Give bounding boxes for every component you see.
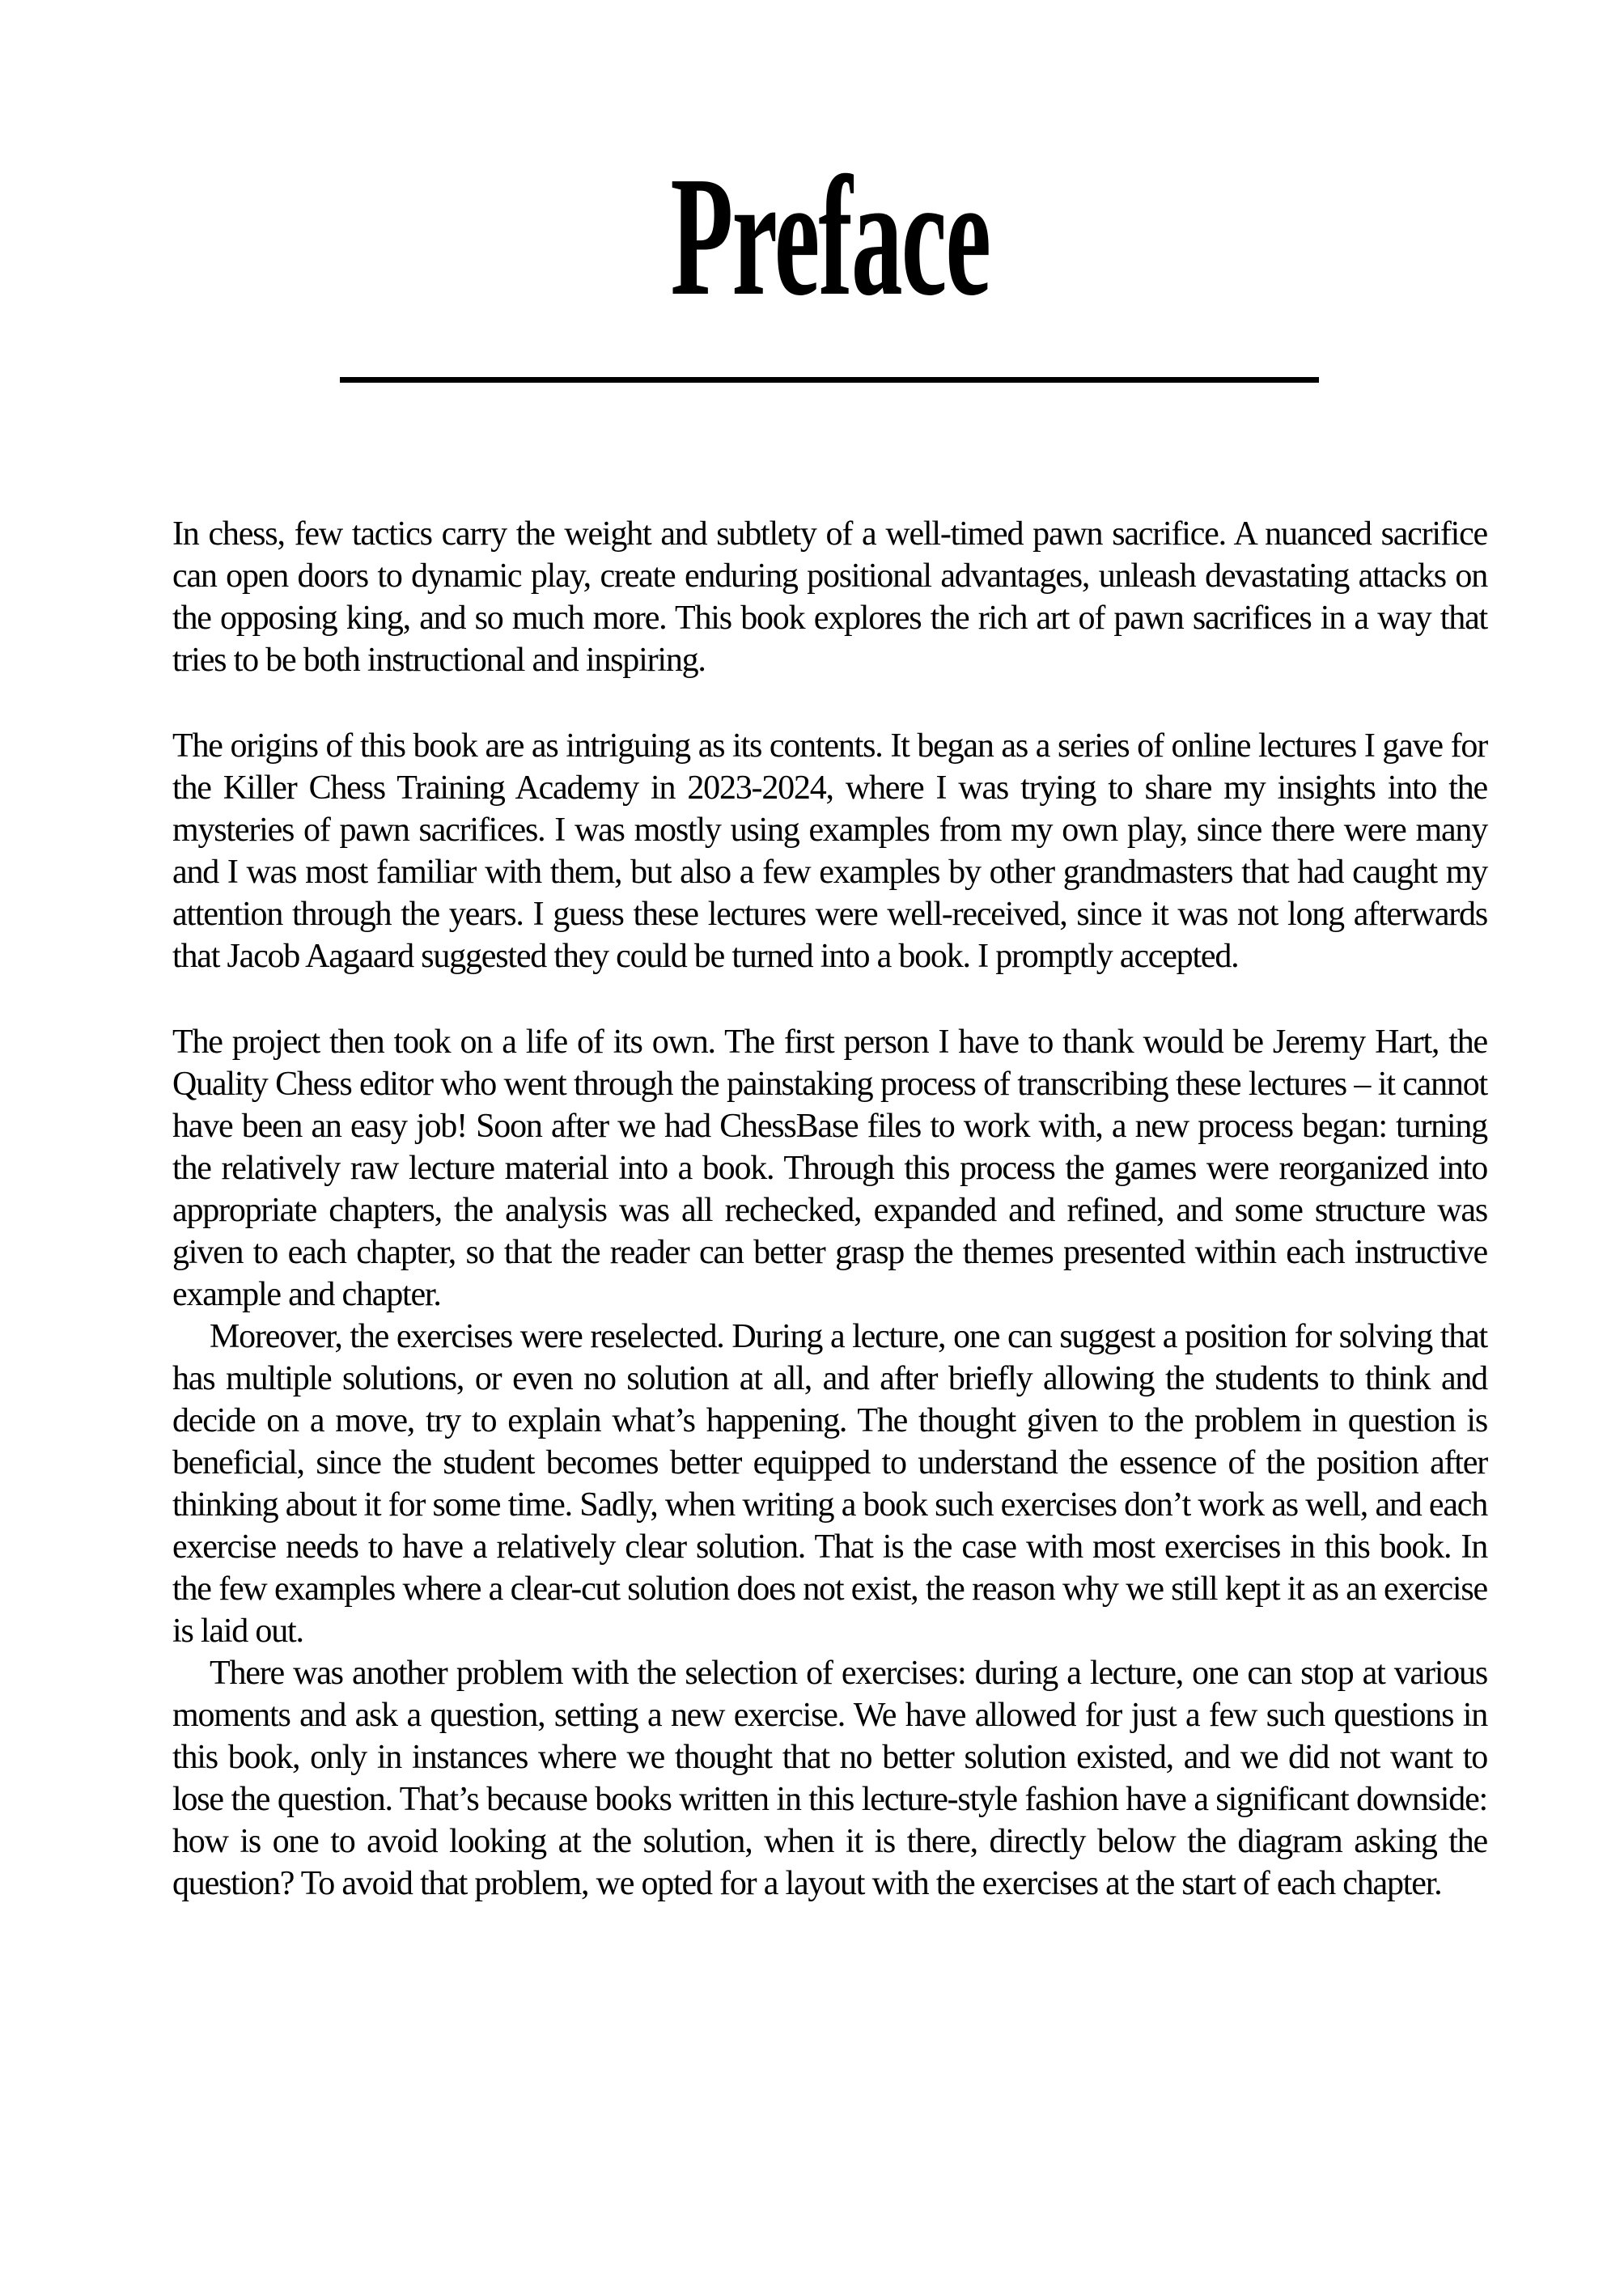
paragraph-intro: In chess, few tactics carry the weight and subtlety of a well-timed pawn sacrifice. A nuanced sacrifice can open doors to dynamic play, create enduring positional advantages, unleash devastating attacks on the opposing king, and so much more. This book explores the rich art of pawn sacrifices in a way that tries to be both instructional and inspiring. [172,515,1487,679]
title-block [172,141,1487,331]
paragraph-questions: There was another problem with the selection of exercises: during a lecture, one can stop at various moments and ask a question, setting a new exercise. We have allowed for just a few such questions in this book, only in instances where we thought that no better solution existed, and we did not want to lose the question. That’s because books written in this lecture-style fashion have a significant downside: how is one to avoid looking at the solution, when it is there, directly below the diagram asking the question? To avoid that problem, we opted for a layout with the exercises at the start of each chapter. [172,1655,1487,1902]
page-title: Preface [670,141,990,331]
body-text [172,513,1487,1905]
paragraph-exercises: Moreover, the exercises were reselected. During a lecture, one can suggest a position for solving that has multiple solutions, or even no solution at all, and after briefly allowing the students to think and decide on a move, try to explain what’s happening. The thought given to the problem in question is beneficial, since the student becomes better equipped to understand the essence of the position after thinking about it for some time. Sadly, when writing a book such exercises don’t work as well, and each exercise needs to have a relatively clear solution. That is the case with most exercises in this book. In the few examples where a clear-cut solution does not exist, the reason why we still kept it as an exercise is laid out. [172,1318,1487,1650]
title-divider [340,377,1319,383]
paragraph-origins: The origins of this book are as intriguing as its contents. It began as a series of online lectures I gave for the Killer Chess Training Academy in 2023-2024, where I was trying to share my insights into the mysteries of pawn sacrifices. I was mostly using examples from my own play, since there were many and I was most familiar with them, but also a few examples by other grandmasters that had caught my attention through the years. I guess these lectures were well-received, since it was not long afterwards that Jacob Aagaard suggested they could be turned into a book. I promptly accepted. [172,727,1487,975]
paragraph-project: The project then took on a life of its own. The first person I have to thank would be Jeremy Hart, the Quality Chess editor who went through the painstaking process of transcribing these lectures – it cannot have been an easy job! Soon after we had ChessBase files to work with, a new process began: turning the relatively raw lecture material into a book. Through this process the games were reorganized into appropriate chapters, the analysis was all rechecked, expanded and refined, and some structure was given to each chapter, so that the reader can better grasp the themes presented within each instructive example and chapter. [172,1024,1487,1313]
